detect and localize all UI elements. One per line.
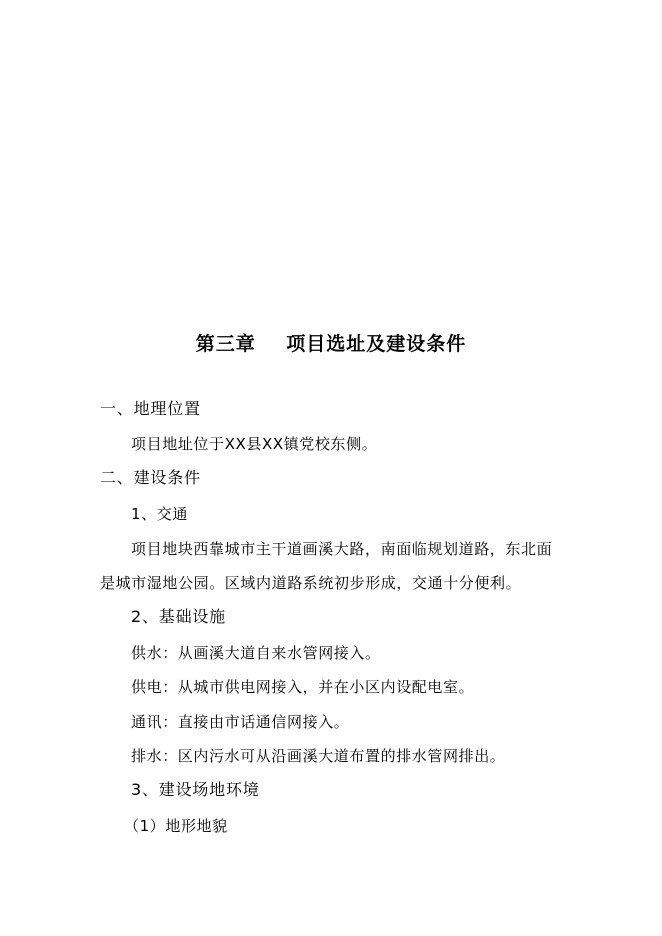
chapter-title: 第三章 项目选址及建设条件 (195, 333, 467, 355)
section-heading-location: 一、地理位置 (100, 399, 201, 418)
subsection-heading-infrastructure: 2、基础设施 (131, 607, 226, 626)
drainage-text: 排水：区内污水可从沿画溪大道布置的排水管网排出。 (131, 747, 506, 765)
section-heading-conditions: 二、建设条件 (100, 468, 201, 487)
water-supply-text: 供水：从画溪大道自来水管网接入。 (131, 644, 381, 662)
terrain-heading: （1）地形地貌 (124, 817, 228, 835)
telecom-text: 通讯：直接由市话通信网接入。 (131, 713, 350, 731)
traffic-text-line2: 是城市湿地公园。区域内道路系统初步形成，交通十分便利。 (100, 574, 522, 592)
location-text: 项目地址位于XX县XX镇党校东侧。 (131, 435, 378, 453)
power-supply-text: 供电：从城市供电网接入，并在小区内设配电室。 (131, 678, 475, 696)
traffic-text-line1: 项目地块西靠城市主干道画溪大路，南面临规划道路，东北面 (131, 540, 553, 558)
subsection-heading-traffic: 1、交通 (131, 505, 188, 523)
subsection-heading-site-environment: 3、建设场地环境 (131, 780, 260, 799)
